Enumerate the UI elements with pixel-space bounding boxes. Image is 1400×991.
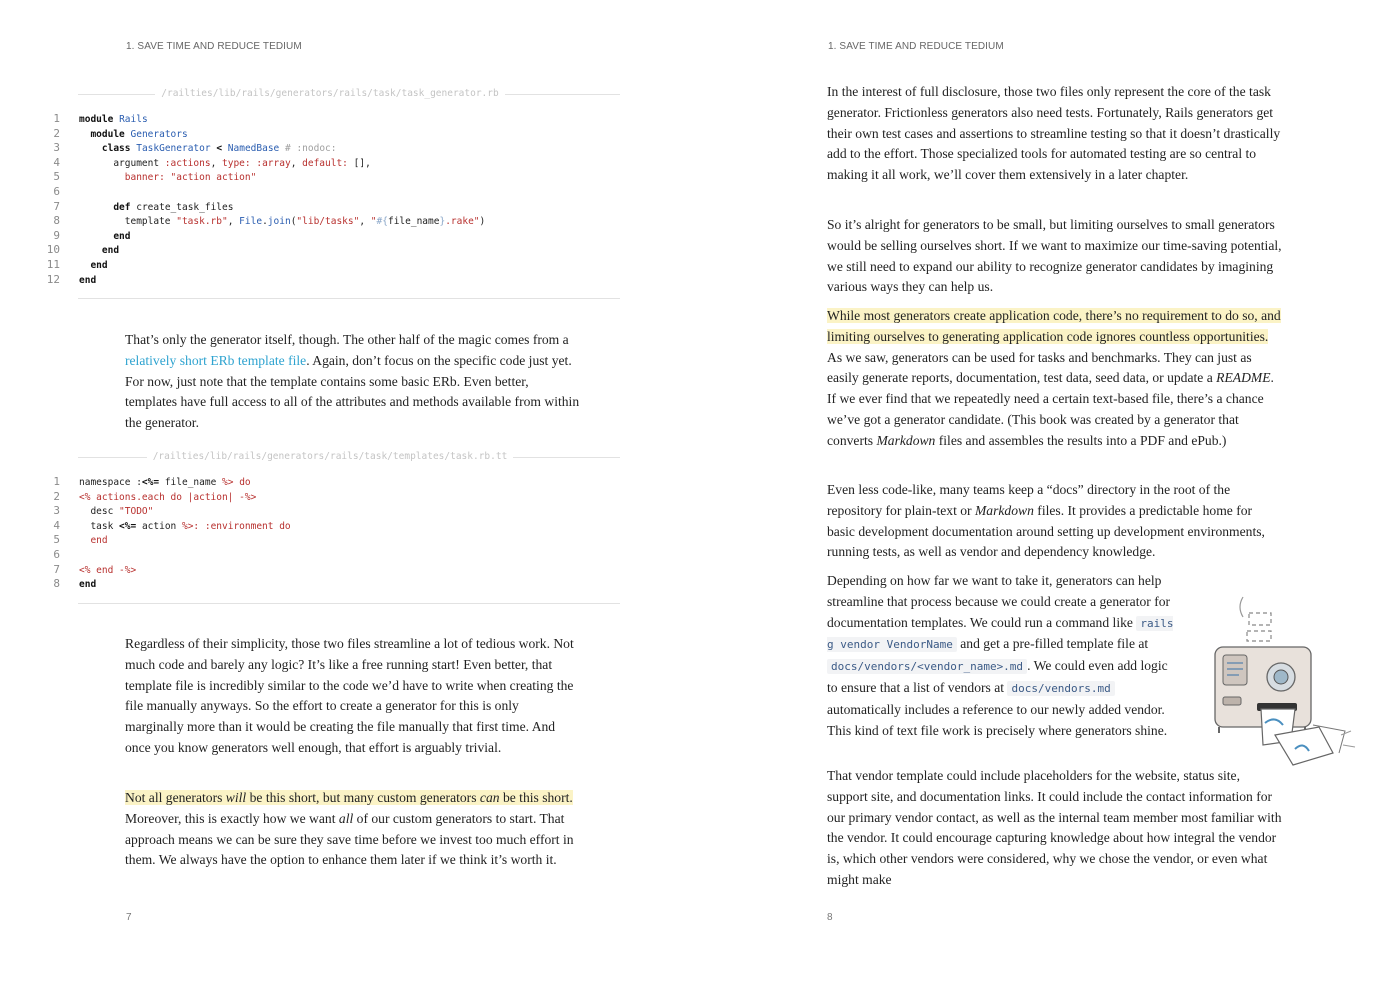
code-line: 3 desc "TODO" <box>53 504 154 518</box>
body-paragraph: That’s only the generator itself, though. The other half of the magic comes from a relatively short ERb template file. Again, don’t focus on the specific code just yet. For now, just note that the template contains some basic ERb. Even better, templates have full access to all of the attributes and methods available from within the generator. <box>125 332 580 431</box>
body-paragraph: While most generators create application code, there’s no requirement to do so, and limiting ourselves to generating application code ignores countless opportunities. As we saw, generators can be used for tasks and benchmarks. They can just as easily generate reports, documentation, test data, seed data, or update a README. If we ever find that we repeatedly need a certain text-based file, there’s a chance we’ve got a generator candidate. (This book was created by a generator that converts Markdown files and assembles the results into a PDF and ePub.) <box>827 308 1281 448</box>
code-caption: /railties/lib/rails/generators/rails/task/task_generator.rb <box>40 88 620 100</box>
body-paragraph: So it’s alright for generators to be small, but limiting ourselves to small generators would be selling ourselves short. If we want to maximize our time-saving potential, we still need to expand our ability to recognize generator candidates by imagining various ways they can help us. <box>827 217 1282 295</box>
code-line: 10 end <box>46 243 120 257</box>
code-line: 6 <box>53 547 60 561</box>
code-line: 11 end <box>46 257 108 271</box>
body-paragraph: Regardless of their simplicity, those two files streamline a lot of tedious work. Not much code and barely any logic? It’s like a free running start! Even better, that template file is incredibly similar to the code we’d have to write when creating the file manually anyways. So the effort to create a generator for this is only marginally more than it would be creating the file manually that first time. And once you know generators well enough, that effort is arguably trivial. <box>125 636 574 755</box>
code-listing-task-generator <box>40 88 620 299</box>
code-line: 7 def create_task_files <box>53 199 234 213</box>
body-paragraph: Depending on how far we want to take it, generators can help streamline that process because we could create a generator for documentation templates. We could run a command like rails g vendor VendorName and get a pre-filled template file at docs/vendors/<vendor_name>.md . We could even add logic to ensure that a list of vendors at docs/vendors.md automatically includes a reference to our newly added vendor. This kind of text file work is precisely where generators shine. <box>827 573 1174 738</box>
code-line: 4 argument :actions, type: :array, default: [], <box>53 155 371 169</box>
code-line: 9 end <box>53 228 131 242</box>
code-divider <box>78 603 620 604</box>
code-line: 2 <% actions.each do |action| -%> <box>53 489 257 503</box>
page-number: 8 <box>827 912 833 923</box>
running-head: 1. SAVE TIME AND REDUCE TEDIUM <box>126 41 302 52</box>
inline-code: rails g vendor VendorName <box>827 616 1174 652</box>
code-line: 1 module Rails <box>53 112 148 125</box>
code-line: 5 banner: "action action" <box>53 170 257 184</box>
code-line: 4 task <%= action %>: :environment do <box>53 518 291 532</box>
code-line: 8 end <box>53 577 97 591</box>
template-file-link[interactable]: relatively short ERb template file <box>125 352 307 368</box>
body-paragraph: Even less code-like, many teams keep a “docs” directory in the root of the repository for plain-text or Markdown files. It provides a predictable home for basic development documentation around setting up development environments, running tests, as well as vendor and dependency knowledge. <box>827 482 1265 560</box>
toaster-printing-pages-illustration <box>1205 585 1365 770</box>
code-line: 3 class TaskGenerator < NamedBase # :nodoc: <box>53 141 337 155</box>
page-number: 7 <box>126 912 132 923</box>
running-head: 1. SAVE TIME AND REDUCE TEDIUM <box>828 41 1004 52</box>
code-line: 7 <% end -%> <box>53 562 137 576</box>
code-line: 8 template "task.rb", File.join("lib/tasks", "#{file_name}.rake") <box>53 214 486 228</box>
code-line: 2 module Generators <box>53 126 188 140</box>
highlighted-text: While most generators create application code, there’s no requirement to do so, and limiting ourselves to generating application code ignores countless opportunities. <box>827 308 1281 344</box>
right-page <box>700 0 1400 991</box>
code-line: 12 end <box>46 272 97 286</box>
body-paragraph: That vendor template could include placeholders for the website, status site, support site, and documentation links. It could include the contact information for our primary vendor contact, as well as the internal team member most familiar with the vendor. It could encourage capturing knowledge about how integral the vendor is, which other vendors were considered, why we chose the vendor, or even what might make <box>827 768 1282 887</box>
inline-code: docs/vendors/<vendor_name>.md <box>827 659 1027 674</box>
code-line: 1 namespace :<%= file_name %> do <box>53 475 251 488</box>
code-line: 5 end <box>53 533 108 547</box>
code-caption: /railties/lib/rails/generators/rails/task/templates/task.rb.tt <box>40 451 620 463</box>
code-listing-task-template <box>40 451 620 604</box>
body-paragraph: In the interest of full disclosure, those two files only represent the core of the task generator. Frictionless generators also need tests. Fortunately, Rails generators get their own test cases and assertions to streamline testing so that it doesn’t drastically add to the effort. Those specialized tools for automated testing are so central to making it all work, we’ll cover them extensively in a later chapter. <box>827 84 1281 183</box>
code-line: 6 <box>53 184 60 198</box>
body-paragraph: Not all generators will be this short, but many custom generators can be this short. Moreover, this is exactly how we want all of our custom generators to start. That approach means we can be sure they save time before we invest too much effort in them. We always have the option to enhance them later if we think it’s worth it. <box>125 790 574 868</box>
code-divider <box>78 298 620 299</box>
inline-code: docs/vendors.md <box>1007 681 1114 696</box>
highlighted-text: Not all generators will be this short, but many custom generators can be this short. <box>125 790 573 805</box>
